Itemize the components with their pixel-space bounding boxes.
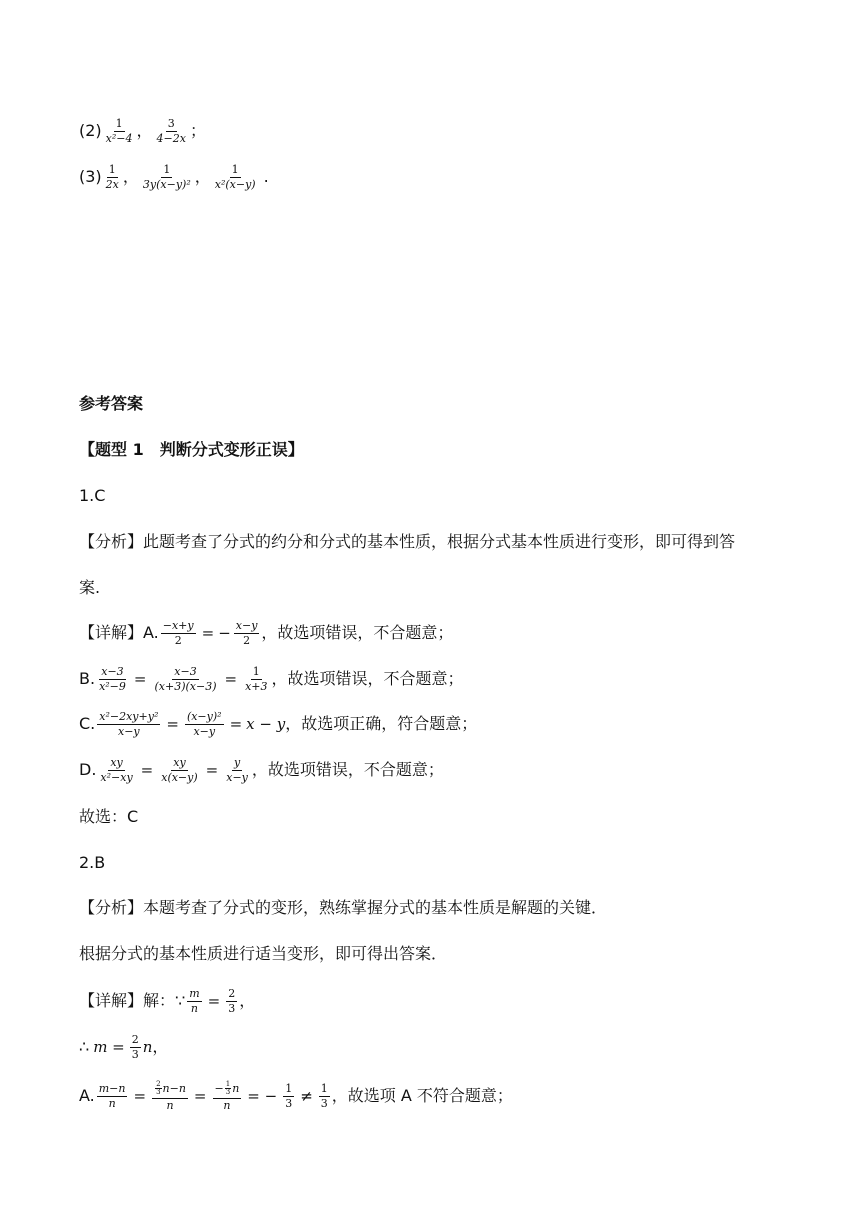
question-2-label: (2) — [79, 121, 102, 141]
fraction: 1 2x — [105, 163, 119, 191]
answer-1-option-a: 【详解】A. $\frac{-x+y}{2}$ = − $\frac{x-y}{2}$ ，故选项错误，不合题意； — [79, 619, 454, 647]
answer-1-analysis: 【分析】此题考查了分式的约分和分式的基本性质，根据分式基本性质进行变形，即可得到答 — [79, 532, 736, 551]
fraction-small: 2 3 — [156, 1080, 161, 1097]
fraction: $\frac{y}{x-y}$ — [226, 756, 248, 784]
answer-2-option-a: A. $\frac{m-n}{n}$ = 2 3 n−n n = − $\frac{1}{3}$ n n = − $\frac{1}{3}$ ≠ 1 3 ，故选项 A 不符合题意； — [79, 1080, 513, 1112]
fraction: 3 4−2x — [156, 117, 186, 145]
fraction: $\frac{x-3}{\text{x²−9}}$ — [99, 665, 126, 693]
fraction: 1 x²−4 — [105, 117, 133, 145]
answer-2-detail-given: 【详解】解： ∵ $\frac{m}{n}$ = $\frac{2}{3}$ ， — [79, 987, 256, 1015]
fraction: 2 3 n−n n — [152, 1081, 188, 1111]
answer-1-option-c: C. $\frac{\text{x²−2xy+y²}}{x-y}$ = $\frac{\text{(x−y)²}}{x-y}$ = x − y ，故选项正确，符合题意； — [79, 710, 478, 738]
fraction: $\frac{xy}{x(x-y)}$ — [161, 756, 198, 784]
answer-2-analysis: 【分析】本题考查了分式的变形，熟练掌握分式的基本性质是解题的关键． — [79, 898, 608, 917]
answer-1-option-b: B. $\frac{x-3}{\text{x²−9}}$ = $\frac{x-3}{(x+3)(x-3)}$ = $\frac{1}{x+3}$ ，故选项错误，不合题意； — [79, 665, 464, 693]
fraction: $\frac{2}{3}$ — [228, 987, 236, 1015]
answers-heading: 参考答案 — [79, 394, 144, 413]
fraction: $\frac{m-n}{n}$ — [98, 1082, 126, 1110]
answer-2-derivation: ∴ m = $\frac{2}{3}$ n ， — [79, 1033, 169, 1061]
answer-1-option-d: D. $\frac{xy}{\text{x²−xy}}$ = $\frac{xy}{x(x-y)}$ = $\frac{y}{x-y}$ ，故选项错误，不合题意； — [79, 756, 444, 784]
question-2-line: (2) 1 x²−4 ， 3 4−2x ； — [79, 117, 206, 145]
fraction: − $\frac{1}{3}$ n n — [214, 1080, 240, 1112]
fraction: $\frac{1}{x+3}$ — [245, 665, 268, 693]
fraction: $\frac{-x+y}{2}$ — [162, 619, 194, 647]
fraction: $\frac{\text{(x−y)²}}{x-y}$ — [186, 710, 222, 738]
answer-2-number: 2.B — [79, 853, 106, 872]
fraction: 1 3y(x−y)² — [142, 163, 191, 191]
fraction: $\frac{m}{n}$ — [189, 987, 200, 1015]
question-3-line: (3) 1 2x ， 1 3y(x−y)² ， 1 x²(x−y) . — [79, 163, 269, 191]
fraction: $\frac{\text{x²−2xy+y²}}{x-y}$ — [99, 710, 159, 738]
fraction: 1 3 — [320, 1082, 328, 1110]
fraction: $\frac{x-3}{(x+3)(x-3)}$ — [154, 665, 217, 693]
answer-1-number: 1.C — [79, 486, 106, 505]
question-3-label: (3) — [79, 167, 102, 187]
answer-1-choice: 故选：C — [79, 807, 139, 826]
fraction: $\frac{x-y}{2}$ — [235, 619, 258, 647]
fraction: $\frac{xy}{\text{x²−xy}}$ — [100, 756, 133, 784]
fraction: 1 x²(x−y) — [214, 163, 256, 191]
fraction: $\frac{2}{3}$ — [131, 1033, 139, 1061]
answer-1-analysis-cont: 案. — [79, 578, 101, 597]
fraction: $\frac{1}{3}$ — [285, 1082, 293, 1110]
answer-2-analysis-cont: 根据分式的基本性质进行适当变形，即可得出答案． — [79, 944, 448, 963]
fraction-small: $\frac{1}{3}$ — [225, 1080, 231, 1097]
type-1-heading: 【题型 1 判断分式变形正误】 — [79, 440, 304, 459]
